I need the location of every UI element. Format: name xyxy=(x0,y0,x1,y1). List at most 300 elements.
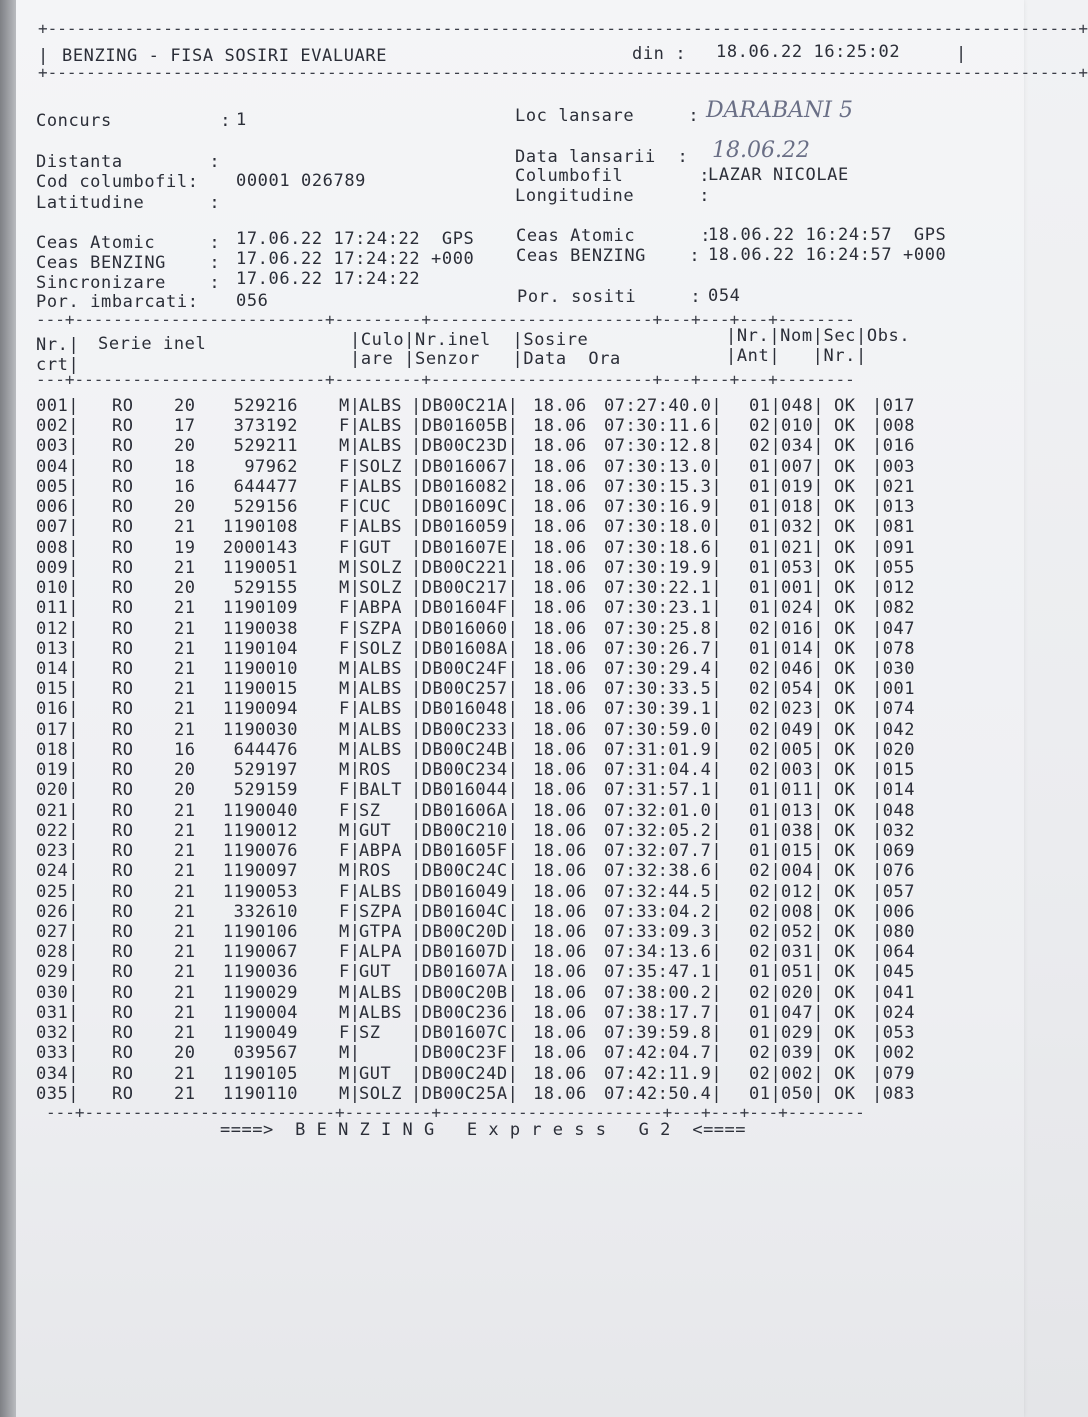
columbofil-label: Columbofil : xyxy=(515,166,711,186)
cell-sex: M| xyxy=(339,1002,361,1023)
cell-obs: |016 xyxy=(872,436,915,457)
cell-nom: 024| xyxy=(781,598,824,619)
cell-time: 07:32:07.7| xyxy=(604,841,723,862)
cell-obs: |042 xyxy=(872,719,915,740)
cell-date: 18.06 xyxy=(533,962,587,983)
cell-nom: 019| xyxy=(781,476,824,497)
cell-year: 21 xyxy=(174,638,196,659)
cell-nom: 007| xyxy=(781,456,824,477)
table-row xyxy=(36,821,996,841)
cell-sensor: |DB00C20D| xyxy=(411,921,519,942)
cell-year: 20 xyxy=(174,760,196,781)
cell-color: ALBS xyxy=(359,982,402,1003)
cell-country: RO xyxy=(112,881,134,902)
rule-table-head: ---+--------------------------+---------+-----------------------+---+---+---+-------- xyxy=(36,370,855,389)
cell-country: RO xyxy=(112,1043,134,1064)
cell-sex: M| xyxy=(339,578,361,599)
cell-time: 07:31:57.1| xyxy=(604,780,723,801)
cell-country: RO xyxy=(112,1063,134,1084)
cell-sec: OK xyxy=(834,1083,856,1104)
cell-ring: 529197 xyxy=(233,760,298,781)
cell-ant: 01| xyxy=(749,396,782,416)
cell-date: 18.06 xyxy=(533,800,587,821)
cell-obs: |030 xyxy=(872,658,915,679)
cell-nom: 047| xyxy=(781,1002,824,1023)
cell-obs: |064 xyxy=(872,942,915,963)
cell-time: 07:30:16.9| xyxy=(604,497,723,518)
sincronizare-value: 17.06.22 17:24:22 xyxy=(236,269,421,289)
table-row xyxy=(36,801,996,821)
cod-value: 00001 026789 xyxy=(236,171,367,191)
cell-sensor: |DB00C24F| xyxy=(411,658,519,679)
cell-ant: 02| xyxy=(749,618,782,639)
cell-sensor: |DB01604C| xyxy=(411,901,519,922)
cell-time: 07:30:15.3| xyxy=(604,476,723,497)
cell-nr: 016| xyxy=(36,699,79,720)
imbarcati-label: Por. imbarcati: xyxy=(36,292,199,312)
cell-sex: F| xyxy=(339,456,361,477)
cell-obs: |079 xyxy=(872,1063,915,1084)
cell-date: 18.06 xyxy=(533,679,587,700)
table-row xyxy=(36,639,996,659)
cell-time: 07:31:04.4| xyxy=(604,760,723,781)
sositi-label: Por. sositi : xyxy=(517,287,702,307)
cell-date: 18.06 xyxy=(533,476,587,497)
cell-ring: 1190010 xyxy=(222,658,298,679)
table-row xyxy=(36,679,996,699)
cell-date: 18.06 xyxy=(533,841,587,862)
cell-ant: 01| xyxy=(749,841,782,862)
rule-header-bottom: +-----------------------------------------------------------------------------------------------------------+ xyxy=(38,63,1088,82)
cell-sec: OK xyxy=(834,578,856,599)
cell-sec: OK xyxy=(834,416,856,437)
cell-ring: 1190040 xyxy=(222,800,298,821)
cell-sex: F| xyxy=(339,841,361,862)
cell-nom: 013| xyxy=(781,800,824,821)
cell-country: RO xyxy=(112,456,134,477)
sincronizare-label: Sincronizare : xyxy=(36,273,221,293)
cell-color: SZ xyxy=(359,1023,381,1044)
cell-ant: 02| xyxy=(749,901,782,922)
cell-country: RO xyxy=(112,537,134,558)
cell-ant: 01| xyxy=(749,1083,782,1104)
cell-date: 18.06 xyxy=(533,780,587,801)
cell-ring: 1190109 xyxy=(222,598,298,619)
cell-ant: 02| xyxy=(749,699,782,720)
cell-sec: OK xyxy=(834,456,856,477)
cell-ring: 529156 xyxy=(233,497,298,518)
cell-ant: 02| xyxy=(749,760,782,781)
cell-year: 21 xyxy=(174,861,196,882)
cell-sec: OK xyxy=(834,841,856,862)
cell-color: GUT xyxy=(359,1063,392,1084)
cell-sec: OK xyxy=(834,739,856,760)
cell-color: BALT xyxy=(359,780,402,801)
cell-sec: OK xyxy=(834,658,856,679)
cell-color: ABPA xyxy=(359,598,402,619)
cell-obs: |078 xyxy=(872,638,915,659)
cell-ant: 01| xyxy=(749,537,782,558)
cell-sex: M| xyxy=(339,658,361,679)
cell-sensor: |DB00C210| xyxy=(411,820,519,841)
cell-ant: 01| xyxy=(749,1023,782,1044)
cell-sex: M| xyxy=(339,1043,361,1064)
cell-sex: F| xyxy=(339,476,361,497)
cell-time: 07:30:39.1| xyxy=(604,699,723,720)
cell-nom: 048| xyxy=(781,396,824,416)
cell-sensor: |DB016067| xyxy=(411,456,519,477)
cell-date: 18.06 xyxy=(533,861,587,882)
cell-country: RO xyxy=(112,820,134,841)
r-ceas-atomic-label: Ceas Atomic : xyxy=(516,226,712,246)
cell-year: 21 xyxy=(174,841,196,862)
cell-country: RO xyxy=(112,1023,134,1044)
cell-obs: |069 xyxy=(872,841,915,862)
cell-sec: OK xyxy=(834,861,856,882)
cell-sex: M| xyxy=(339,396,361,416)
cell-nr: 013| xyxy=(36,638,79,659)
cell-nr: 014| xyxy=(36,658,79,679)
cell-sex: M| xyxy=(339,982,361,1003)
cell-nr: 031| xyxy=(36,1002,79,1023)
cell-sex: M| xyxy=(339,861,361,882)
cell-color: ALBS xyxy=(359,436,402,457)
cell-obs: |048 xyxy=(872,800,915,821)
cell-obs: |053 xyxy=(872,1023,915,1044)
cell-obs: |055 xyxy=(872,557,915,578)
cell-sensor: |DB01606A| xyxy=(411,800,519,821)
cell-time: 07:33:04.2| xyxy=(604,901,723,922)
loc-label: Loc lansare : xyxy=(515,106,700,126)
longitudine-label: Longitudine : xyxy=(515,186,711,206)
cell-ant: 02| xyxy=(749,881,782,902)
cell-obs: |082 xyxy=(872,598,915,619)
cell-sex: M| xyxy=(339,760,361,781)
cell-sensor: |DB016059| xyxy=(411,517,519,538)
cell-year: 21 xyxy=(174,679,196,700)
report-title: BENZING - FISA SOSIRI EVALUARE xyxy=(62,46,388,66)
cell-obs: |047 xyxy=(872,618,915,639)
cell-time: 07:31:01.9| xyxy=(604,739,723,760)
cell-date: 18.06 xyxy=(533,578,587,599)
cell-time: 07:30:18.6| xyxy=(604,537,723,558)
cell-sec: OK xyxy=(834,1043,856,1064)
col-right-head1: |Nr.|Nom|Sec|Obs. xyxy=(726,326,911,346)
cell-sec: OK xyxy=(834,1002,856,1023)
cell-date: 18.06 xyxy=(533,942,587,963)
table-row xyxy=(36,699,996,719)
cell-date: 18.06 xyxy=(533,537,587,558)
cell-sec: OK xyxy=(834,476,856,497)
cell-ant: 02| xyxy=(749,679,782,700)
cell-color: ALPA xyxy=(359,942,402,963)
cell-sex: F| xyxy=(339,537,361,558)
cell-date: 18.06 xyxy=(533,1043,587,1064)
cell-obs: |002 xyxy=(872,1043,915,1064)
cell-date: 18.06 xyxy=(533,739,587,760)
cell-color: ALBS xyxy=(359,658,402,679)
table-row xyxy=(36,882,996,902)
cell-nr: 015| xyxy=(36,679,79,700)
cell-time: 07:30:33.5| xyxy=(604,679,723,700)
cell-sex: F| xyxy=(339,416,361,437)
cell-nom: 005| xyxy=(781,739,824,760)
cell-time: 07:35:47.1| xyxy=(604,962,723,983)
cell-ant: 02| xyxy=(749,982,782,1003)
cell-ant: 02| xyxy=(749,1063,782,1084)
cell-color: ABPA xyxy=(359,841,402,862)
cell-sec: OK xyxy=(834,901,856,922)
table-row xyxy=(36,841,996,861)
cell-sec: OK xyxy=(834,497,856,518)
cell-country: RO xyxy=(112,638,134,659)
cell-ring: 1190110 xyxy=(222,1083,298,1104)
cell-obs: |014 xyxy=(872,780,915,801)
cell-ant: 01| xyxy=(749,1002,782,1023)
cell-sensor: |DB01605F| xyxy=(411,841,519,862)
table-row xyxy=(36,477,996,497)
cell-nr: 033| xyxy=(36,1043,79,1064)
cell-sensor: |DB016082| xyxy=(411,476,519,497)
table-row xyxy=(36,457,996,477)
cell-sec: OK xyxy=(834,679,856,700)
cell-color: SOLZ xyxy=(359,456,402,477)
table-row xyxy=(36,558,996,578)
cell-time: 07:42:50.4| xyxy=(604,1083,723,1104)
cell-ant: 01| xyxy=(749,497,782,518)
r-ceas-benzing-label: Ceas BENZING : xyxy=(516,246,701,266)
cell-sec: OK xyxy=(834,517,856,538)
cell-sensor: |DB01608A| xyxy=(411,638,519,659)
cell-date: 18.06 xyxy=(533,760,587,781)
cell-sec: OK xyxy=(834,982,856,1003)
cell-sex: F| xyxy=(339,942,361,963)
cell-ring: 1190036 xyxy=(222,962,298,983)
cell-ant: 01| xyxy=(749,780,782,801)
cell-nom: 023| xyxy=(781,699,824,720)
cell-color: ROS xyxy=(359,861,392,882)
cell-time: 07:30:18.0| xyxy=(604,517,723,538)
cell-sensor: |DB00C23F| xyxy=(411,1043,519,1064)
loc-handwritten: DARABANI 5 xyxy=(706,98,853,123)
cell-nr: 034| xyxy=(36,1063,79,1084)
cell-nr: 006| xyxy=(36,497,79,518)
cell-color: ALBS xyxy=(359,476,402,497)
cell-obs: |045 xyxy=(872,962,915,983)
cell-sec: OK xyxy=(834,921,856,942)
printed-datetime: 18.06.22 16:25:02 xyxy=(716,42,901,62)
cell-color: CUC xyxy=(359,497,392,518)
cell-nom: 015| xyxy=(781,841,824,862)
cell-date: 18.06 xyxy=(533,517,587,538)
cell-ring: 529216 xyxy=(233,396,298,416)
table-row xyxy=(36,861,996,881)
header-pipe-right: | xyxy=(956,44,967,64)
rule-top: +-----------------------------------------------------------------------------------------------------------+ xyxy=(38,19,1088,38)
table-row xyxy=(36,780,996,800)
cell-ant: 01| xyxy=(749,638,782,659)
cell-time: 07:30:13.0| xyxy=(604,456,723,477)
cell-country: RO xyxy=(112,760,134,781)
cell-sec: OK xyxy=(834,1023,856,1044)
r-ceas-benzing-value: 18.06.22 16:24:57 +000 xyxy=(708,245,947,265)
cell-date: 18.06 xyxy=(533,921,587,942)
cell-ant: 01| xyxy=(749,598,782,619)
cell-year: 21 xyxy=(174,1002,196,1023)
cell-obs: |074 xyxy=(872,699,915,720)
cell-date: 18.06 xyxy=(533,820,587,841)
cell-date: 18.06 xyxy=(533,396,587,416)
cell-country: RO xyxy=(112,739,134,760)
cell-sensor: |DB016049| xyxy=(411,881,519,902)
cell-date: 18.06 xyxy=(533,881,587,902)
cell-color: ALBS xyxy=(359,1002,402,1023)
cell-obs: |020 xyxy=(872,739,915,760)
cell-country: RO xyxy=(112,476,134,497)
cell-sex: F| xyxy=(339,881,361,902)
cell-color: ALBS xyxy=(359,679,402,700)
cell-color: GUT xyxy=(359,537,392,558)
cell-sex: M| xyxy=(339,1063,361,1084)
cell-sensor: |DB01607A| xyxy=(411,962,519,983)
cell-nom: 039| xyxy=(781,1043,824,1064)
cell-nr: 030| xyxy=(36,982,79,1003)
cell-country: RO xyxy=(112,861,134,882)
cell-year: 21 xyxy=(174,962,196,983)
cell-ring: 1190012 xyxy=(222,820,298,841)
cell-sex: F| xyxy=(339,901,361,922)
cell-time: 07:27:40.0| xyxy=(604,396,723,416)
cell-nr: 021| xyxy=(36,800,79,821)
col-nr: Nr.| xyxy=(36,335,80,355)
cell-sec: OK xyxy=(834,1063,856,1084)
cell-ant: 02| xyxy=(749,436,782,457)
cell-color: ALBS xyxy=(359,881,402,902)
cell-nr: 029| xyxy=(36,962,79,983)
concurs-value: 1 xyxy=(236,110,247,130)
cell-country: RO xyxy=(112,780,134,801)
cell-ant: 01| xyxy=(749,517,782,538)
cell-nr: 022| xyxy=(36,820,79,841)
cell-year: 21 xyxy=(174,942,196,963)
imbarcati-value: 056 xyxy=(236,291,269,311)
cell-nr: 012| xyxy=(36,618,79,639)
cell-color: SZ xyxy=(359,800,381,821)
cell-ring: 1190097 xyxy=(222,861,298,882)
table-row xyxy=(36,922,996,942)
cell-sec: OK xyxy=(834,618,856,639)
cell-sex: F| xyxy=(339,618,361,639)
cell-sensor: |DB00C236| xyxy=(411,1002,519,1023)
cell-time: 07:30:25.8| xyxy=(604,618,723,639)
cell-sec: OK xyxy=(834,638,856,659)
cell-sensor: |DB01609C| xyxy=(411,497,519,518)
ceas-benzing-value: 17.06.22 17:24:22 +000 xyxy=(236,249,475,269)
cell-sensor: |DB00C23D| xyxy=(411,436,519,457)
cell-obs: |017 xyxy=(872,396,915,416)
cell-time: 07:30:26.7| xyxy=(604,638,723,659)
concurs-label: Concurs : xyxy=(36,111,232,131)
cod-label: Cod columbofil: xyxy=(36,172,199,192)
cell-ant: 01| xyxy=(749,456,782,477)
cell-sex: F| xyxy=(339,1023,361,1044)
cell-obs: |057 xyxy=(872,881,915,902)
cell-time: 07:30:22.1| xyxy=(604,578,723,599)
cell-color: ALBS xyxy=(359,739,402,760)
table-row xyxy=(36,1043,996,1063)
table-row xyxy=(36,760,996,780)
cell-nr: 004| xyxy=(36,456,79,477)
cell-country: RO xyxy=(112,679,134,700)
cell-year: 20 xyxy=(174,396,196,416)
cell-ring: 039567 xyxy=(233,1043,298,1064)
cell-country: RO xyxy=(112,436,134,457)
cell-country: RO xyxy=(112,962,134,983)
table-row xyxy=(36,1084,996,1104)
cell-sex: F| xyxy=(339,638,361,659)
rule-table-top: ---+--------------------------+---------+-----------------------+---+---+---+-------- xyxy=(36,310,855,329)
cell-time: 07:42:04.7| xyxy=(604,1043,723,1064)
table-row xyxy=(36,538,996,558)
cell-time: 07:32:05.2| xyxy=(604,820,723,841)
cell-country: RO xyxy=(112,921,134,942)
cell-color: SOLZ xyxy=(359,1083,402,1104)
cell-nom: 049| xyxy=(781,719,824,740)
cell-date: 18.06 xyxy=(533,1002,587,1023)
cell-obs: |006 xyxy=(872,901,915,922)
cell-year: 21 xyxy=(174,658,196,679)
cell-sex: M| xyxy=(339,436,361,457)
cell-obs: |021 xyxy=(872,476,915,497)
cell-country: RO xyxy=(112,1083,134,1104)
cell-country: RO xyxy=(112,1002,134,1023)
paper-edge xyxy=(0,0,16,1417)
cell-ring: 373192 xyxy=(233,416,298,437)
cell-year: 19 xyxy=(174,537,196,558)
cell-ring: 1190053 xyxy=(222,881,298,902)
cell-sensor: |DB00C24D| xyxy=(411,1063,519,1084)
cell-ring: 644477 xyxy=(233,476,298,497)
cell-ring: 1190067 xyxy=(222,942,298,963)
cell-year: 21 xyxy=(174,881,196,902)
cell-ant: 01| xyxy=(749,962,782,983)
table-row xyxy=(36,720,996,740)
table-row xyxy=(36,598,996,618)
cell-nom: 046| xyxy=(781,658,824,679)
cell-nom: 016| xyxy=(781,618,824,639)
table-row xyxy=(36,396,996,416)
cell-ring: 1190004 xyxy=(222,1002,298,1023)
cell-ring: 1190104 xyxy=(222,638,298,659)
cell-ring: 1190105 xyxy=(222,1063,298,1084)
cell-year: 16 xyxy=(174,476,196,497)
cell-sex: F| xyxy=(339,598,361,619)
cell-obs: |001 xyxy=(872,679,915,700)
cell-sensor: |DB00C25A| xyxy=(411,1083,519,1104)
cell-obs: |012 xyxy=(872,578,915,599)
cell-ring: 529211 xyxy=(233,436,298,457)
cell-nom: 018| xyxy=(781,497,824,518)
table-row xyxy=(36,619,996,639)
table-row xyxy=(36,1023,996,1043)
cell-sec: OK xyxy=(834,780,856,801)
cell-obs: |080 xyxy=(872,921,915,942)
cell-nr: 025| xyxy=(36,881,79,902)
cell-color: ALBS xyxy=(359,719,402,740)
cell-ant: 02| xyxy=(749,942,782,963)
cell-color: GUT xyxy=(359,962,392,983)
sositi-value: 054 xyxy=(708,286,741,306)
